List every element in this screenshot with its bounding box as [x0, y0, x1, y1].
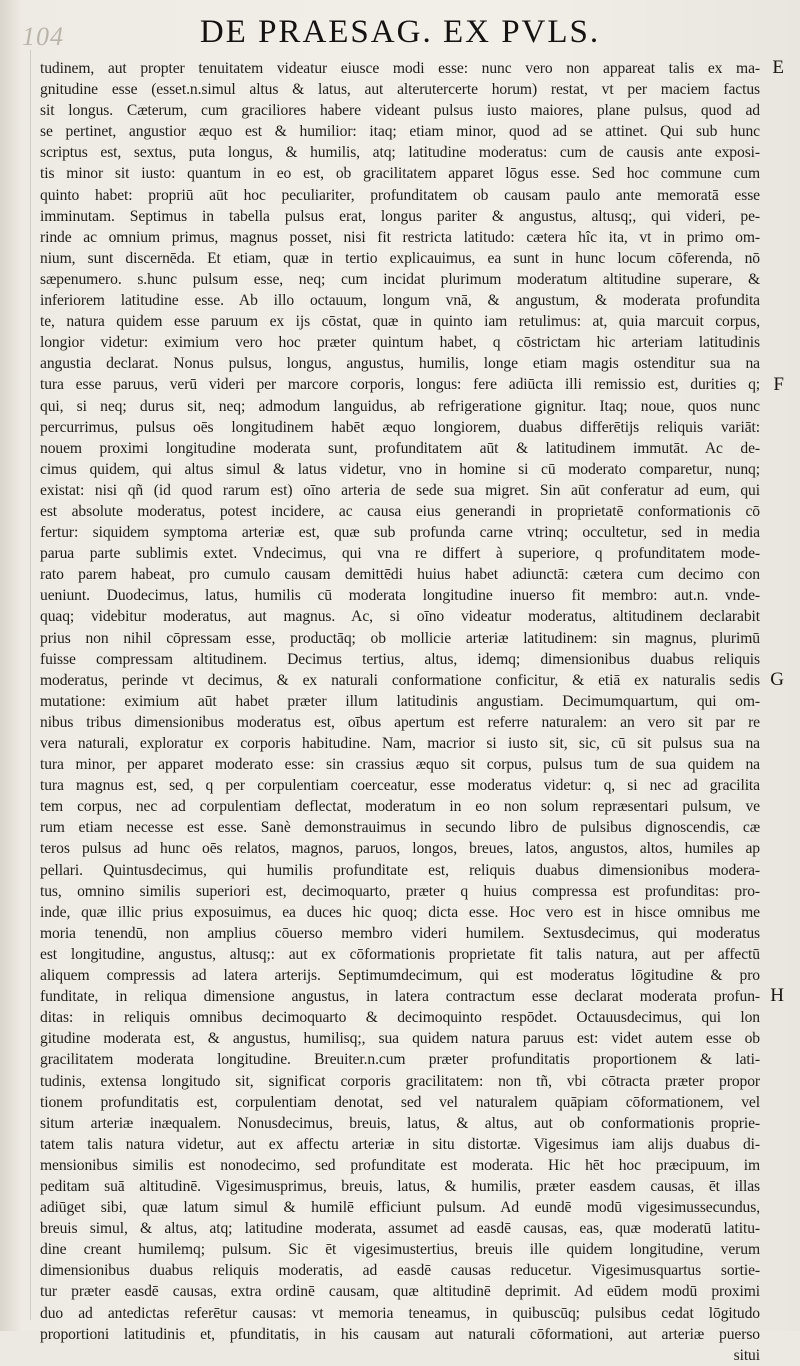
body-text	[40, 58, 760, 1366]
text-line: tudinis, extensa longitudo sit, significat corporis gracilitatem: non tñ, vbi cōtracta præter propor	[40, 1072, 760, 1090]
text-line: peditam suā altitudinē. Vigesimusprimus, breuis, latus, & humilis, præter easdem causas, ēt illas	[40, 1177, 760, 1195]
text-line: gitudine moderata est, & angustus, humilisq;, sua quidem natura paruus est: videt autem esse ob	[40, 1030, 760, 1048]
text-line: inde, quæ illic prius exposuimus, ea duces hic quoq; dicta esse. Hoc vero est in hisce omnibus me	[40, 903, 760, 921]
text-line: rinde ac omnium primus, magnus posset, nisi fit restricta latitudo: cætera hîc ita, vt in primo om-	[40, 228, 760, 246]
text-line: cimus quidem, qui altus simul & latus videtur, vno in homine si cū moderato comparetur, nunq;	[40, 460, 760, 478]
bleed-through-page-number: 104	[22, 22, 64, 51]
text-line: proportioni latitudinis et, pfunditatis, in his causam aut naturali cōformationi, aut arteriæ puerso	[40, 1325, 760, 1343]
text-line: aliquem compressis ad latera arterijs. Septimumdecimum, qui est moderatus lōgitudine & pro	[40, 967, 760, 985]
text-line: tionem profunditatis est, corpulentiam denotat, sed vel naturalem quāpiam cōformationem, vel	[40, 1093, 760, 1111]
text-line: fuisse compressam altitudinem. Decimus tertius, altus, idemq; dimensionibus duabus reliquis	[40, 650, 760, 668]
text-line: vera naturali, exploratur ex corporis habitudine. Nam, macrior si iusto sit, sic, cū sit pulsus sua na	[40, 735, 760, 752]
text-line: rum etiam necesse est esse. Sanè demonstrauimus in secundo libro de pulsibus dignoscendis, cæ	[40, 819, 760, 837]
margin-section-letter: H	[770, 985, 784, 1007]
text-line: angustia declarat. Nonus pulsus, longus, angustus, humilis, longe etiam magis ostenditur sua na	[40, 355, 760, 373]
text-line: te, natura quidem esse paruum ex ijs cōstat, quæ in quinto iam retulimus: at, quia marcuit corpus,	[40, 313, 760, 331]
text-line: quaq; videbitur moderatus, aut magnus. Ac, si oīno videatur moderatus, altitudinem declarabit	[40, 608, 760, 626]
text-line: nibus tribus dimensionibus moderatus est, oībus apertum est referre naturalem: an vero sit par re	[40, 713, 760, 731]
text-line: moderatus, perinde vt decimus, & ex naturali conformatione conficitur, & etiā ex naturalis sedis	[40, 671, 760, 689]
text-line: tur præter easdē causas, extra ordinē causam, quæ altitudinē deprimit. Ad eūdem modū proximi	[40, 1283, 760, 1301]
running-head: DE PRAESAG. EX PVLS.	[199, 14, 601, 50]
text-line: sæpenumero. s.hunc pulsum esse, neq; cum incidat plurimum moderatum altitudine superare, &	[40, 270, 760, 288]
text-line: tem corpus, nec ad corpulentiam deflectat, moderatum in eo non solum repræsentari pulsum, ve	[40, 798, 760, 816]
text-line: nium, sunt discernēda. Et etiam, quæ in tertio explicauimus, ea sunt in hunc locum cōferenda, nō	[40, 249, 760, 267]
text-line: situm arteriæ inæqualem. Nonusdecimus, breuis, latus, & altus, aut ob conformationis proprie-	[40, 1114, 760, 1132]
text-line: mensionibus similis est nonodecimo, sed profunditate est moderata. Hic hēt hoc præcipuum, im	[40, 1156, 760, 1174]
text-line: mutatione: eximium aūt habet præter illum latitudinis angustiam. Decimumquartum, qui om-	[40, 692, 760, 710]
text-line: tatem talis natura videtur, aut ex affectu arteriæ in situ distortæ. Vigesimus iam alijs duabus di-	[40, 1135, 760, 1153]
text-line: est absolute moderatus, potest incidere, ac causa eius generandi in proprietatē conformationis cō	[40, 502, 760, 520]
text-line: tura esse paruus, verū videri per marcore corporis, longus: fere adiūcta illi remissio est, durities q;	[40, 376, 760, 394]
text-line: gracilitatem moderata longitudine. Breuiter.n.cum præter profunditatis proportionem & lati-	[40, 1051, 760, 1069]
text-line: inferiorem latitudine esse. Ab illo octauum, longum vnā, & angustum, & moderata profundita	[40, 292, 760, 310]
text-line: tura magnus est, sed, q per corpulentiam coerceatur, esse moderatus videtur: q, si nec ad gracilita	[40, 777, 760, 795]
text-line: dine creant humilemq; pulsum. Sic ēt vigesimustertius, breuis ille quidem longitudine, verum	[40, 1241, 760, 1259]
text-line: gnitudine esse (esset.n.simul altus & latus, aut alterutercerte horum) restat, vt per maciem factus	[40, 81, 760, 99]
margin-section-letter: E	[772, 57, 784, 78]
text-line: parua parte sublimis extet. Vndecimus, qui vna re differt à superiore, q profunditatem mode-	[40, 545, 760, 563]
text-line: est longitudine, angustus, altusq;: aut ex cōformationis proprietate fit talis natura, aut per affectū	[40, 945, 760, 963]
text-line: adiūget sibi, quæ latum simul & humilē efficiunt pulsum. Ad eundē modū vigesimussecundus,	[40, 1199, 760, 1217]
text-line: longior videtur: eximium vero hoc præter quintum habet, q cōstrictam hic arteriam latitudinis	[40, 334, 760, 352]
text-line: pellari. Quintusdecimus, qui humilis profunditate est, reliquis duabus dimensionibus modera-	[40, 861, 760, 879]
text-line: ditas: in reliquis omnibus decimoquarto & decimoquinto respōdet. Octauusdecimus, qui lon	[40, 1009, 760, 1027]
text-line: existat: nisi qñ (id quod rarum est) oīno arteria de sede sua migret. Sin aūt conferatur ad eum, qui	[40, 481, 760, 499]
text-line: tis minor sit iusto: quantum in eo est, ob gracilitatem apparet lōgus esse. Sed hoc commune cum	[40, 165, 760, 183]
text-line: rato parem habeat, pro cumulo causam demittēdi huius habet adiunctā: cætera cum decimo con	[40, 566, 760, 584]
text-line: breuis simul, & altus, atq; latitudine moderata, assumet ad easdē causas, eas, quæ moderatū latitu-	[40, 1220, 760, 1238]
gutter-shadow	[30, 50, 31, 1320]
text-line: qui, si neq; durus sit, neq; admodum languidus, ab refrigeratione gignitur. Itaq; noue, quos nunc	[40, 397, 760, 415]
text-line: tudinem, aut propter tenuitatem videatur eiusce modi esse: nunc vero non appareat talis ex ma-	[40, 60, 760, 77]
catchword: situi	[733, 1346, 760, 1364]
text-line: nouem proximi longitudine moderata sunt, profunditatem aūt & latitudinem immutāt. Ac de-	[40, 439, 760, 457]
text-line: se pertinet, angustior æquo est & humilior: itaq; etiam minor, quod ad se attinet. Qui sub hunc	[40, 123, 760, 141]
text-line: percurrimus, pulsus oēs longitudinem habēt æquo longiorem, duabus differētijs reliquis variāt:	[40, 418, 760, 436]
text-line: tura minor, per apparet moderato esse: sin crassius æquo sit corpus, pulsus tum de sua quidem na	[40, 756, 760, 774]
text-line: moria tenendū, non amplius cōuerso membro videri humilem. Sextusdecimus, qui moderatus	[40, 924, 760, 942]
text-line: fertur: siquidem symptoma arteriæ est, quæ sub profunda carne vtrinq; occultetur, sed in media	[40, 524, 760, 542]
text-line: duo ad antedictas referētur causas: vt memoria teneamus, in quibuscūq; pulsibus cedat lōgitudo	[40, 1304, 760, 1322]
text-line: prius non nihil cōpressam esse, productāq; ob mollicie arteriæ latitudinem: sin magnus, plurimū	[40, 629, 760, 647]
text-line: scriptus est, sextus, puta longus, & humilis, atq; latitudine moderatus: cum de causis ante exposi-	[40, 144, 760, 162]
text-line: funditate, in reliqua dimensione angustus, in latera contractum esse declarat moderata profun-	[40, 988, 760, 1006]
text-line: quinto habet: propriū aūt hoc peculiariter, profunditatem ob causam paulo ante memoratā esse	[40, 186, 760, 204]
text-line: ueniunt. Duodecimus, latus, humilis cū moderata longitudine inuerso fit membro: aut.n. vnde-	[40, 587, 760, 605]
margin-section-letter: F	[773, 373, 784, 395]
margin-section-letter: G	[770, 668, 784, 690]
text-line: dimensionibus duabus reliquis moderatis, ad easdē causas reducetur. Vigesimusquartus sortie-	[40, 1262, 760, 1280]
text-line: tus, omnino similis superiori est, decimoquarto, præter q huius compressa est profunditas: pro-	[40, 882, 760, 900]
text-line: teros pulsus ad hunc oēs relatos, magnos, paruos, longos, breues, latos, angustos, altos, humiles ap	[40, 840, 760, 858]
text-line: sit longus. Cæterum, cum graciliores habere videant pulsus iusto maiores, plane pulsus, quod ad	[40, 102, 760, 120]
text-line: imminutam. Septimus in tabella pulsus erat, longus pariter & angustus, altusq;, qui videri, pe-	[40, 207, 760, 225]
